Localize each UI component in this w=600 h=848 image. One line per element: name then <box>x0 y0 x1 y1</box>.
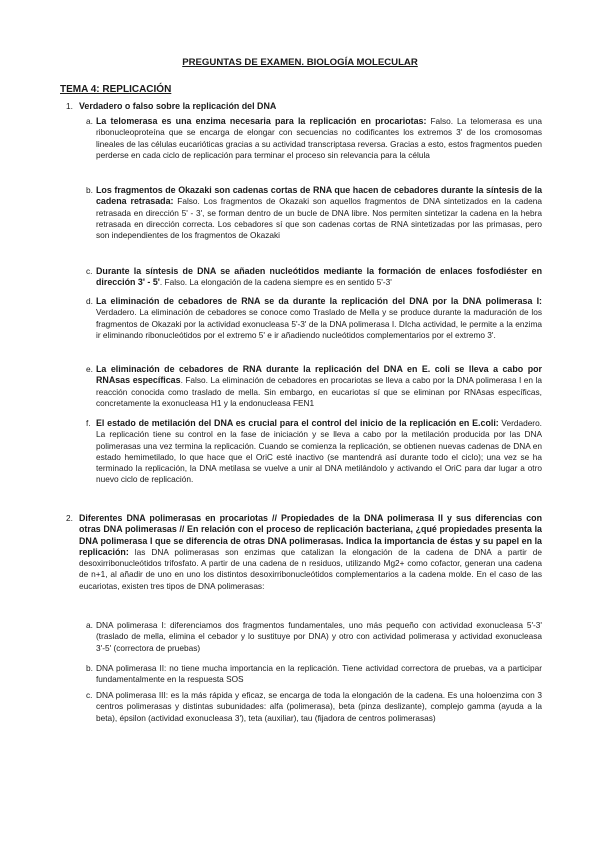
item-letter: c. <box>86 266 93 276</box>
item-answer: DNA polimerasa III: es la más rápida y eficaz, se encarga de toda la elongación de la cadena. Es una holoenzima con 3 centros polimerasas y distintas subunidades: alfa (polimerasa), beta (pinza deslizante), complejo gamma (ayuda a la beta), épsilon (actividad exonucleasa 3'), teta (auxiliar), tau (fijadora de centros polimerasas) <box>96 690 542 723</box>
item-letter: f. <box>86 418 91 428</box>
item-letter: c. <box>86 690 93 700</box>
item-letter: d. <box>86 296 93 306</box>
question-answer: las DNA polimerasas son enzimas que catalizan la elongación de la cadena de DNA a partir de desoxirribonucleótidos trifosfato. A partir de una cadena de n residuos, utilizando Mg2+ como cofactor, generan una cadena de n+1, al añadir de uno en uno los distintos desoxirribonucleótidos complementarios a la cadena molde. En el caso de las eucariotas, existen tres tipos de DNA polimerasas: <box>79 546 542 591</box>
item-letter: b. <box>86 663 93 673</box>
section-title: TEMA 4: REPLICACIÓN <box>60 84 172 95</box>
item-answer: Verdadero. La replicación tiene su control en la fase de iniciación y se lleva a cabo por la metilación producida por las DNA polimerasas una vez termina la replicación. Cuando se comienza la replicación, se obtienen nuevas cadenas de DNA en estado hemimetilado, lo que hace que el OriC esté inactivo (se mantendrá así durante todo el ciclo); una vez se ha terminado la replicación, la DNA metilasa se vuelve a unir al DNA metilándolo y activando el OriC para dar lugar a otro nuevo ciclo de replicación. <box>96 418 542 485</box>
list-item <box>96 620 542 654</box>
item-heading: La eliminación de cebadores de RNA se da durante la replicación del DNA por la DNA polimerasa I: <box>96 296 542 306</box>
list-item <box>96 364 542 409</box>
item-letter: a. <box>86 116 93 126</box>
item-heading: Los fragmentos de Okazaki son cadenas cortas de RNA que hacen de cebadores durante la síntesis de la cadena retrasada: <box>96 185 542 207</box>
list-item <box>96 116 542 161</box>
item-letter: b. <box>86 185 93 195</box>
list-item <box>96 266 542 289</box>
question-heading: Diferentes DNA polimerasas en procariotas // Propiedades de la DNA polimerasa II y sus diferencias con otras DNA polimerasas // En relación con el proceso de replicación bacteriana, ¿qué propiedades presenta la DNA polimerasa I que se diferencia de otras DNA polimerasas. Indica la importancia de éstas y su papel en la replicación: <box>79 513 542 557</box>
item-heading: Durante la síntesis de DNA se añaden nucleótidos mediante la formación de enlaces fosfodiéster en dirección 3' - 5' <box>96 266 542 288</box>
question-number: 2. <box>66 513 73 523</box>
question-title-text: Verdadero o falso sobre la replicación del DNA <box>79 101 277 111</box>
item-answer: . Falso. La eliminación de cebadores en procariotas se lleva a cabo por la DNA polimerasa I en la reacción conocida como traslado de mella. Sin embargo, en eucariotas sí que se eliminan por RNAsas específicas, concretamente la exonucleasa H1 y la endonucleasa FEN1 <box>96 375 542 408</box>
document-title: PREGUNTAS DE EXAMEN. BIOLOGÍA MOLECULAR <box>182 57 418 68</box>
question-title <box>79 101 541 112</box>
question-number: 1. <box>66 101 73 111</box>
item-heading: La eliminación de cebadores de RNA durante la replicación del DNA en E. coli se lleva a cabo por RNAsas específicas <box>96 364 542 386</box>
list-item <box>96 418 542 486</box>
item-heading: La telomerasa es una enzima necesaria para la replicación en procariotas: <box>96 116 427 126</box>
list-item <box>96 296 542 341</box>
item-answer: Verdadero. La eliminación de cebadores se conoce como Traslado de Mella y se produce durante la maduración de los fragmentos de Okazaki por la actividad exonucleasa 5'-3' de la DNA polimerasa I. DIcha actividad, le permite a la enzima ir eliminando ribonucleótidos por el extremo 5' e ir añadiendo nucleótidos complementarios por el extremo 3'. <box>96 307 542 340</box>
question-block <box>79 513 542 592</box>
list-item <box>96 185 542 241</box>
item-answer: DNA polimerasa I: diferenciamos dos fragmentos fundamentales, uno más pequeño con actividad exonucleasa 5'-3' (traslado de mella, elimina el cebador y lo sustituye por DNA) y otro con actividad polimerasa y actividad exonucleasa 3'-5' (correctora de pruebas) <box>96 620 542 653</box>
item-answer: Falso. Los fragmentos de Okazaki son aquellos fragmentos de DNA sintetizados en la cadena retrasada en dirección 5' - 3', se forman dentro de un bucle de DNA libre. Nos permiten sintetizar la cadena en la hebra retrasada en dirección correcta. Los cebadores sí que son cadenas cortas de RNA sintetizadas por las primasas, pero son independientes de los fragmentos de Okazaki <box>96 196 542 241</box>
item-heading: El estado de metilación del DNA es crucial para el control del inicio de la replicación en E.coli: <box>96 418 499 428</box>
list-item <box>96 690 542 724</box>
list-item <box>96 663 542 686</box>
item-answer: Falso. La telomerasa es una ribonucleoproteína que se encarga de elongar con secuencias no codificantes los extremos 3' de los cromosomas lineales de las células eucarióticas gracias a su actividad transcriptasa reversa. Gracias a esto, estos fragmentos pueden perderse en cada ciclo de replicación para terminar el proceso sin relevancia para la célula <box>96 116 543 160</box>
item-letter: a. <box>86 620 93 630</box>
item-answer: . Falso. La elongación de la cadena siempre es en sentido 5'-3' <box>159 277 392 288</box>
item-answer: DNA polimerasa II: no tiene mucha importancia en la replicación. Tiene actividad correctora de pruebas, va a participar fundamentalmente en la respuesta SOS <box>96 663 542 685</box>
item-letter: e. <box>86 364 93 374</box>
